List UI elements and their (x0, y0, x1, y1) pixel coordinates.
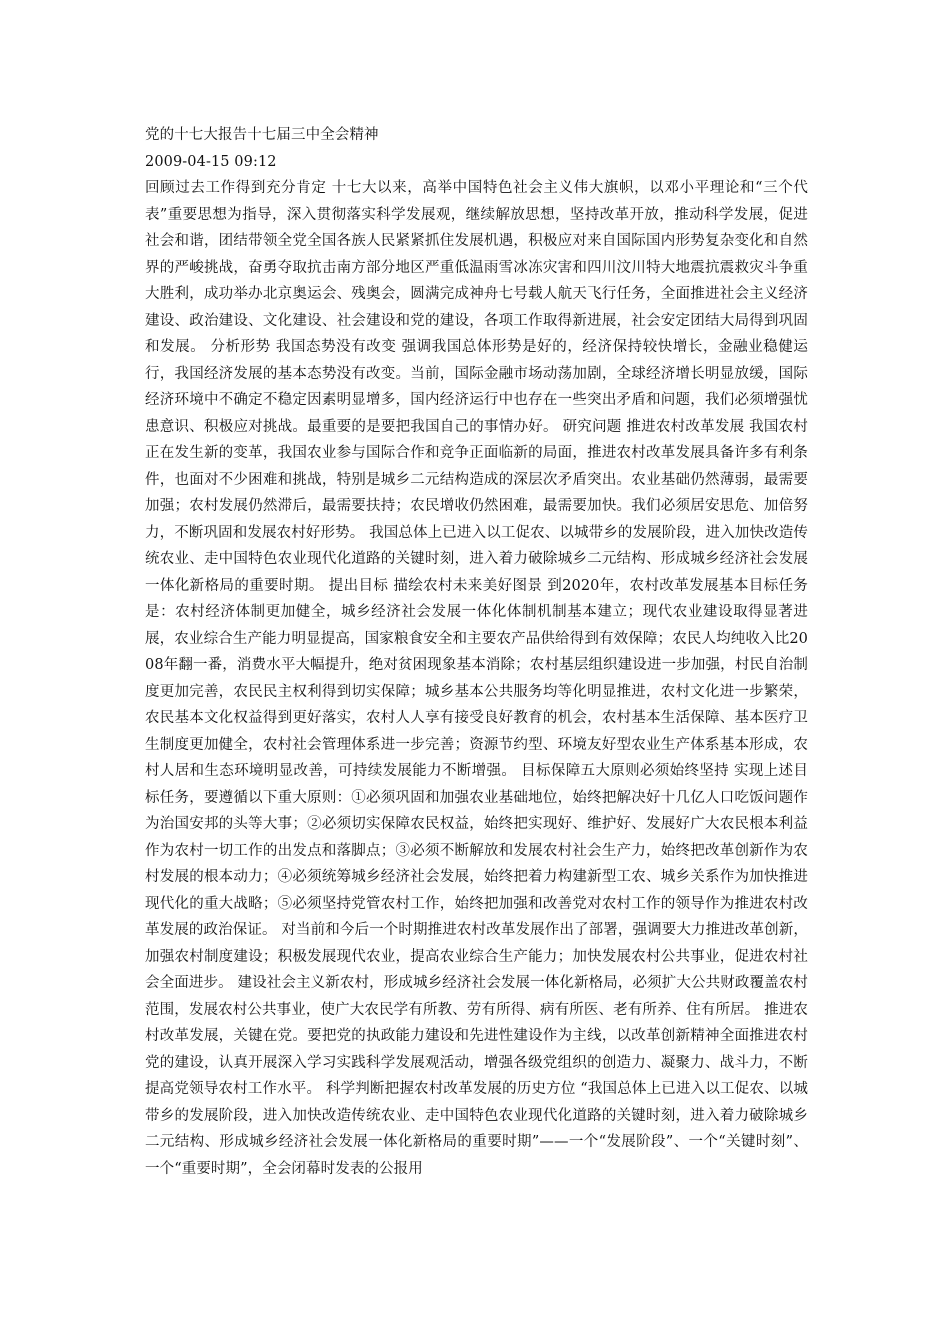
document-date: 2009-04-15 09:12 (145, 153, 277, 170)
document-page (145, 122, 808, 1182)
document-body: 回顾过去工作得到充分肯定 十七大以来，高举中国特色社会主义伟大旗帜，以邓小平理论和“三个代表”重要思想为指导，深入贯彻落实科学发展观，继续解放思想，坚持改革开放，推动科学发展，促进社会和谐，团结带领全党全国各族人民紧紧抓住发展机遇，积极应对来自国际国内形势复杂变化和自然界的严峻挑战，奋勇夺取抗击南方部分地区严重低温雨雪冰冻灾害和四川汶川特大地震抗震救灾斗争重大胜利，成功举办北京奥运会、残奥会，圆满完成神舟七号载人航天飞行任务，全面推进社会主义经济建设、政治建设、文化建设、社会建设和党的建设，各项工作取得新进展，社会安定团结大局得到巩固和发展。 分析形势 我国态势没有改变 强调我国总体形势是好的，经济保持较快增长，金融业稳健运行，我国经济发展的基本态势没有改变。当前，国际金融市场动荡加剧，全球经济增长明显放缓，国际经济环境中不确定不稳定因素明显增多，国内经济运行中也存在一些突出矛盾和问题，我们必须增强忧患意识、积极应对挑战。最重要的是要把我国自己的事情办好。 研究问题 推进农村改革发展 我国农村正在发生新的变革，我国农业参与国际合作和竞争正面临新的局面，推进农村改革发展具备许多有利条件，也面对不少困难和挑战，特别是城乡二元结构造成的深层次矛盾突出。农业基础仍然薄弱，最需要加强；农村发展仍然滞后，最需要扶持；农民增收仍然困难，最需要加快。我们必须居安思危、加倍努力，不断巩固和发展农村好形势。 我国总体上已进入以工促农、以城带乡的发展阶段，进入加快改造传统农业、走中国特色农业现代化道路的关键时刻，进入着力破除城乡二元结构、形成城乡经济社会发展一体化新格局的重要时期。 提出目标 描绘农村未来美好图景 到2020年，农村改革发展基本目标任务是：农村经济体制更加健全，城乡经济社会发展一体化体制机制基本建立；现代农业建设取得显著进展，农业综合生产能力明显提高，国家粮食安全和主要农产品供给得到有效保障；农民人均纯收入比2008年翻一番，消费水平大幅提升，绝对贫困现象基本消除；农村基层组织建设进一步加强，村民自治制度更加完善，农民民主权利得到切实保障；城乡基本公共服务均等化明显推进，农村文化进一步繁荣，农民基本文化权益得到更好落实，农村人人享有接受良好教育的机会，农村基本生活保障、基本医疗卫生制度更加健全，农村社会管理体系进一步完善；资源节约型、环境友好型农业生产体系基本形成，农村人居和生态环境明显改善，可持续发展能力不断增强。 目标保障五大原则必须始终坚持 实现上述目标任务，要遵循以下重大原则：①必须巩固和加强农业基础地位，始终把解决好十几亿人口吃饭问题作为治国安邦的头等大事；②必须切实保障农民权益，始终把实现好、维护好、发展好广大农民根本利益作为农村一切工作的出发点和落脚点；③必须不断解放和发展农村社会生产力，始终把改革创新作为农村发展的根本动力；④必须统筹城乡经济社会发展，始终把着力构建新型工农、城乡关系作为加快推进现代化的重大战略；⑤必须坚持党管农村工作，始终把加强和改善党对农村工作的领导作为推进农村改革发展的政治保证。 对当前和今后一个时期推进农村改革发展作出了部署，强调要大力推进改革创新，加强农村制度建设；积极发展现代农业，提高农业综合生产能力；加快发展农村公共事业，促进农村社会全面进步。 建设社会主义新农村，形成城乡经济社会发展一体化新格局，必须扩大公共财政覆盖农村范围，发展农村公共事业，使广大农民学有所教、劳有所得、病有所医、老有所养、住有所居。 推进农村改革发展，关键在党。要把党的执政能力建设和先进性建设作为主线，以改革创新精神全面推进农村党的建设，认真开展深入学习实践科学发展观活动，增强各级党组织的创造力、凝聚力、战斗力，不断提高党领导农村工作水平。 科学判断把握农村改革发展的历史方位 “我国总体上已进入以工促农、以城带乡的发展阶段，进入加快改造传统农业、走中国特色农业现代化道路的关键时刻，进入着力破除城乡二元结构、形成城乡经济社会发展一体化新格局的重要时期”——一个“发展阶段”、一个“关键时刻”、一个“重要时期”，全会闭幕时发表的公报用 (145, 180, 808, 1177)
document-title: 党的十七大报告十七届三中全会精神 (145, 127, 379, 143)
